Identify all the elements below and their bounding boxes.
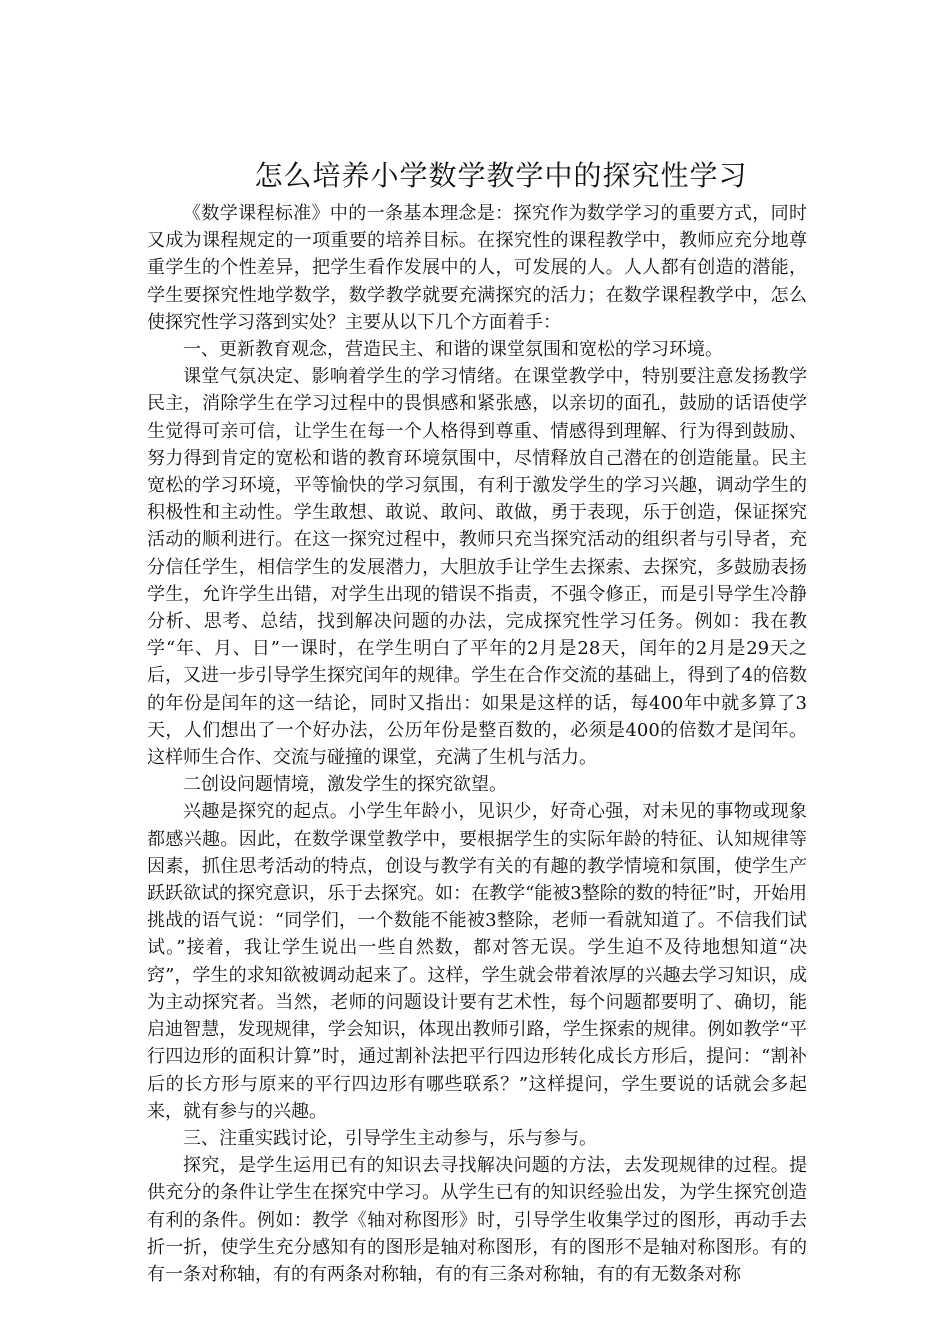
paragraph-section-1: 课堂气氛决定、影响着学生的学习情绪。在课堂教学中，特别要注意发扬教学民主，消除学生在学习过程中的畏惧感和紧张感，以亲切的面孔，鼓励的话语使学生觉得可亲可信，让学生在每一个人格得到尊重、情感得到理解、行为得到鼓励、努力得到肯定的宽松和谐的教育环境氛围中，尽情释放自己潜在的创造能量。民主宽松的学习环境，平等愉快的学习氛围，有利于激发学生的学习兴趣，调动学生的积极性和主动性。学生敢想、敢说、敢问、敢做，勇于表现，乐于创造，保证探究活动的顺利进行。在这一探究过程中，教师只充当探究活动的组织者与引导者，充分信任学生，相信学生的发展潜力，大胆放手让学生去探索、去探究，多鼓励表扬学生，允许学生出错，对学生出现的错误不指责，不强令修正，而是引导学生冷静分析、思考、总结，找到解决问题的办法，完成探究性学习任务。例如：我在教学“年、月、日”一课时，在学生明白了平年的2月是28天，闰年的2月是29天之后，又进一步引导学生探究闰年的规律。学生在合作交流的基础上，得到了4的倍数的年份是闰年的这一结论，同时又指出：如果是这样的话，每400年中就多算了3天，人们想出了一个好办法，公历年份是整百数的，必须是400的倍数才是闰年。这样师生合作、交流与碰撞的课堂，充满了生机与活力。 bbox=[147, 366, 807, 769]
section-heading-1: 一、更新教育观念，营造民主、和谐的课堂氛围和宽松的学习环境。 bbox=[183, 339, 723, 361]
paragraph-intro: 《数学课程标准》中的一条基本理念是：探究作为数学学习的重要方式，同时又成为课程规定的一项重要的培养目标。在探究性的课程教学中，教师应充分地尊重学生的个性差异，把学生看作发展中的人，可发展的人。人人都有创造的潜能，学生要探究性地学数学，数学教学就要充满探究的活力；在数学课程教学中，怎么使探究性学习落到实处？主要从以下几个方面着手： bbox=[147, 203, 807, 333]
section-heading-2: 二创设问题情境，激发学生的探究欲望。 bbox=[183, 774, 507, 796]
document-body bbox=[147, 200, 807, 1288]
document-page bbox=[147, 0, 807, 1344]
section-heading-3: 三、注重实践讨论，引导学生主动参与，乐与参与。 bbox=[183, 1127, 597, 1149]
document-title: 怎么培养小学数学教学中的探究性学习 bbox=[254, 159, 748, 192]
paragraph-section-2: 兴趣是探究的起点。小学生年龄小，见识少，好奇心强，对未见的事物或现象都感兴趣。因此，在数学课堂教学中，要根据学生的实际年龄的特征、认知规律等因素，抓住思考活动的特点，创设与教学有关的有趣的教学情境和氛围，使学生产跃跃欲试的探究意识，乐于去探究。如：在教学“能被3整除的数的特征”时，开始用挑战的语气说：“同学们，一个数能不能被3整除，老师一看就知道了。不信我们试试。”接着，我让学生说出一些自然数，都对答无误。学生迫不及待地想知道“决窍”，学生的求知欲被调动起来了。这样，学生就会带着浓厚的兴趣去学习知识，成为主动探究者。当然，老师的问题设计要有艺术性，每个问题都要明了、确切，能启迪智慧，发现规律，学会知识，体现出教师引路，学生探索的规律。例如教学“平行四边形的面积计算”时，通过割补法把平行四边形转化成长方形后，提问：“割补后的长方形与原来的平行四边形有哪些联系？”这样提问，学生要说的话就会多起来，就有参与的兴趣。 bbox=[147, 801, 807, 1122]
paragraph-section-3: 探究，是学生运用已有的知识去寻找解决问题的方法，去发现规律的过程。提供充分的条件让学生在探究中学习。从学生已有的知识经验出发，为学生探究创造有利的条件。例如：教学《轴对称图形》时，引导学生收集学过的图形，再动手去折一折，使学生充分感知有的图形是轴对称图形，有的图形不是轴对称图形。有的有一条对称轴，有的有两条对称轴，有的有三条对称轴，有的有无数条对称 bbox=[147, 1155, 807, 1285]
